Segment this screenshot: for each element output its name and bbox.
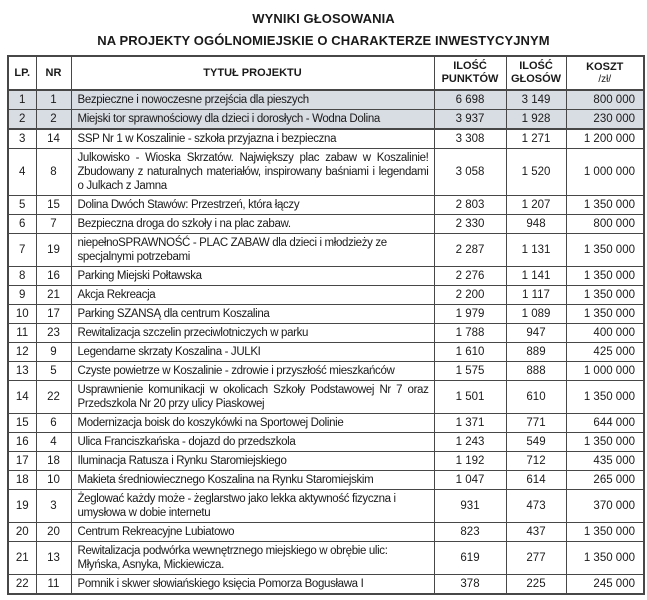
- cell-points: 2 276: [434, 267, 506, 286]
- cell-points: 1 192: [434, 452, 506, 471]
- cell-title: Ulica Franciszkańska - dojazd do przedszkola: [71, 433, 434, 452]
- cell-title: Dolina Dwóch Stawów: Przestrzeń, która łączy: [71, 196, 434, 215]
- results-rows: [8, 90, 644, 594]
- cell-lp: 20: [8, 523, 36, 542]
- cell-points: 1 788: [434, 324, 506, 343]
- cell-nr: 9: [36, 343, 71, 362]
- cell-points: 3 937: [434, 110, 506, 130]
- cell-title: SSP Nr 1 w Koszalinie - szkoła przyjazna i bezpieczna: [71, 129, 434, 149]
- cell-cost: 1 350 000: [566, 196, 644, 215]
- cell-points: 2 287: [434, 234, 506, 267]
- cell-title: Rewitalizacja podwórka wewnętrznego miejskiego w obrębie ulic: Młyńska, Asnyka, Mickiewicza.: [71, 542, 434, 575]
- cell-votes: 888: [506, 362, 566, 381]
- table-row: [8, 343, 644, 362]
- cell-cost: 1 200 000: [566, 129, 644, 149]
- table-row: [8, 433, 644, 452]
- cell-nr: 5: [36, 362, 71, 381]
- cell-votes: 473: [506, 490, 566, 523]
- cell-points: 823: [434, 523, 506, 542]
- cell-cost: 1 350 000: [566, 234, 644, 267]
- cell-title: Usprawnienie komunikacji w okolicach Szkoły Podstawowej Nr 7 oraz Przedszkola Nr 20 przy ulicy Piaskowej: [71, 381, 434, 414]
- cell-nr: 6: [36, 414, 71, 433]
- cell-title: Czyste powietrze w Koszalinie - zdrowie i przyszłość mieszkańców: [71, 362, 434, 381]
- cell-points: 1 610: [434, 343, 506, 362]
- table-row: [8, 305, 644, 324]
- cell-lp: 11: [8, 324, 36, 343]
- cell-points: 6 698: [434, 90, 506, 110]
- cell-lp: 8: [8, 267, 36, 286]
- cell-lp: 1: [8, 90, 36, 110]
- table-row: [8, 471, 644, 490]
- table-row: [8, 362, 644, 381]
- cell-cost: 644 000: [566, 414, 644, 433]
- cell-nr: 19: [36, 234, 71, 267]
- cell-title: Akcja Rekreacja: [71, 286, 434, 305]
- cell-nr: 15: [36, 196, 71, 215]
- cell-cost: 1 350 000: [566, 381, 644, 414]
- table-row: [8, 542, 644, 575]
- cell-title: Bezpieczne i nowoczesne przejścia dla pieszych: [71, 90, 434, 110]
- cell-lp: 3: [8, 129, 36, 149]
- table-row: [8, 414, 644, 433]
- header-lp-label: LP.: [14, 66, 31, 79]
- table-row: [8, 234, 644, 267]
- cell-votes: 1 117: [506, 286, 566, 305]
- cell-cost: 265 000: [566, 471, 644, 490]
- table-row: [8, 149, 644, 196]
- cell-cost: 1 350 000: [566, 523, 644, 542]
- cell-cost: 800 000: [566, 90, 644, 110]
- cell-lp: 13: [8, 362, 36, 381]
- cell-lp: 18: [8, 471, 36, 490]
- cell-title: Modernizacja boisk do koszykówki na Sportowej Dolinie: [71, 414, 434, 433]
- header-cost-unit: /zł/: [598, 73, 612, 85]
- table-row: [8, 267, 644, 286]
- cell-cost: 1 350 000: [566, 286, 644, 305]
- cell-lp: 5: [8, 196, 36, 215]
- cell-lp: 12: [8, 343, 36, 362]
- cell-nr: 22: [36, 381, 71, 414]
- cell-cost: 1 350 000: [566, 542, 644, 575]
- cell-votes: 437: [506, 523, 566, 542]
- cell-votes: 277: [506, 542, 566, 575]
- results-table: [7, 55, 645, 595]
- cell-title: Pomnik i skwer słowiańskiego księcia Pomorza Bogusława I: [71, 575, 434, 595]
- cell-nr: 21: [36, 286, 71, 305]
- table-row: [8, 286, 644, 305]
- cell-lp: 21: [8, 542, 36, 575]
- table-header: [8, 56, 644, 90]
- cell-nr: 4: [36, 433, 71, 452]
- cell-lp: 6: [8, 215, 36, 234]
- cell-title: Centrum Rekreacyjne Lubiatowo: [71, 523, 434, 542]
- cell-points: 1 243: [434, 433, 506, 452]
- header-nr: [36, 56, 71, 90]
- cell-lp: 22: [8, 575, 36, 595]
- cell-lp: 16: [8, 433, 36, 452]
- header-cost-line1: KOSZT: [586, 60, 624, 73]
- cell-votes: 549: [506, 433, 566, 452]
- document-title-line2: NA PROJEKTY OGÓLNOMIEJSKIE O CHARAKTERZE INWESTYCYJNYM: [97, 33, 550, 48]
- cell-nr: 2: [36, 110, 71, 130]
- header-votes: [506, 56, 566, 90]
- table-row: [8, 110, 644, 130]
- table-row: [8, 196, 644, 215]
- cell-nr: 10: [36, 471, 71, 490]
- table-row: [8, 452, 644, 471]
- header-project-title-label: TYTUŁ PROJEKTU: [203, 66, 302, 79]
- cell-lp: 14: [8, 381, 36, 414]
- cell-votes: 1 207: [506, 196, 566, 215]
- cell-nr: 8: [36, 149, 71, 196]
- cell-votes: 225: [506, 575, 566, 595]
- cell-votes: 889: [506, 343, 566, 362]
- cell-nr: 23: [36, 324, 71, 343]
- cell-lp: 4: [8, 149, 36, 196]
- cell-points: 931: [434, 490, 506, 523]
- cell-cost: 245 000: [566, 575, 644, 595]
- cell-votes: 3 149: [506, 90, 566, 110]
- cell-votes: 610: [506, 381, 566, 414]
- cell-nr: 11: [36, 575, 71, 595]
- cell-nr: 17: [36, 305, 71, 324]
- cell-points: 1 371: [434, 414, 506, 433]
- cell-nr: 13: [36, 542, 71, 575]
- table-row: [8, 381, 644, 414]
- cell-votes: 1 928: [506, 110, 566, 130]
- cell-votes: 948: [506, 215, 566, 234]
- cell-votes: 1 089: [506, 305, 566, 324]
- cell-cost: 230 000: [566, 110, 644, 130]
- cell-title: Rewitalizacja szczelin przeciwlotniczych w parku: [71, 324, 434, 343]
- header-lp: [8, 56, 36, 90]
- cell-cost: 1 000 000: [566, 362, 644, 381]
- table-row: [8, 90, 644, 110]
- cell-lp: 19: [8, 490, 36, 523]
- cell-votes: 1 141: [506, 267, 566, 286]
- header-cost: [566, 56, 644, 90]
- cell-lp: 15: [8, 414, 36, 433]
- cell-points: 619: [434, 542, 506, 575]
- cell-cost: 1 000 000: [566, 149, 644, 196]
- cell-points: 1 979: [434, 305, 506, 324]
- header-points-line1: ILOŚĆ: [453, 60, 487, 72]
- header-nr-label: NR: [45, 66, 62, 79]
- table-row: [8, 523, 644, 542]
- table-row: [8, 324, 644, 343]
- cell-cost: 370 000: [566, 490, 644, 523]
- cell-title: Legendarne skrzaty Koszalina - JULKI: [71, 343, 434, 362]
- cell-points: 2 803: [434, 196, 506, 215]
- cell-nr: 16: [36, 267, 71, 286]
- header-project-title: [71, 56, 434, 90]
- cell-points: 3 058: [434, 149, 506, 196]
- cell-title: Parking Miejski Połtawska: [71, 267, 434, 286]
- cell-title: Miejski tor sprawnościowy dla dzieci i dorosłych - Wodna Dolina: [71, 110, 434, 130]
- cell-cost: 800 000: [566, 215, 644, 234]
- cell-title: Julkowisko - Wioska Skrzatów. Największy plac zabaw w Koszalinie! Zbudowany z naturalnych materiałów, inspirowany baśniami i legendami o Julkach z Jamna: [71, 149, 434, 196]
- cell-cost: 1 350 000: [566, 267, 644, 286]
- cell-nr: 18: [36, 452, 71, 471]
- cell-title: Iluminacja Ratusza i Rynku Staromiejskiego: [71, 452, 434, 471]
- cell-cost: 1 350 000: [566, 305, 644, 324]
- cell-title: Bezpieczna droga do szkoły i na plac zabaw.: [71, 215, 434, 234]
- header-points: [434, 56, 506, 90]
- cell-votes: 947: [506, 324, 566, 343]
- cell-cost: 400 000: [566, 324, 644, 343]
- cell-votes: 1 131: [506, 234, 566, 267]
- cell-nr: 1: [36, 90, 71, 110]
- cell-points: 2 200: [434, 286, 506, 305]
- header-points-line2: PUNKTÓW: [441, 73, 499, 85]
- cell-votes: 614: [506, 471, 566, 490]
- table-row: [8, 490, 644, 523]
- cell-lp: 10: [8, 305, 36, 324]
- cell-lp: 2: [8, 110, 36, 130]
- cell-points: 1 575: [434, 362, 506, 381]
- cell-title: Makieta średniowiecznego Koszalina na Rynku Staromiejskim: [71, 471, 434, 490]
- table-row: [8, 215, 644, 234]
- cell-votes: 712: [506, 452, 566, 471]
- cell-title: Żeglować każdy może - żeglarstwo jako lekka aktywność fizyczna i umysłowa w dobie internetu: [71, 490, 434, 523]
- cell-points: 1 501: [434, 381, 506, 414]
- cell-votes: 1 520: [506, 149, 566, 196]
- cell-votes: 771: [506, 414, 566, 433]
- cell-points: 1 047: [434, 471, 506, 490]
- cell-points: 378: [434, 575, 506, 595]
- table-row: [8, 575, 644, 595]
- cell-votes: 1 271: [506, 129, 566, 149]
- cell-cost: 435 000: [566, 452, 644, 471]
- cell-nr: 3: [36, 490, 71, 523]
- cell-lp: 7: [8, 234, 36, 267]
- header-row: [8, 56, 644, 90]
- cell-title: Parking SZANSĄ dla centrum Koszalina: [71, 305, 434, 324]
- cell-points: 2 330: [434, 215, 506, 234]
- cell-nr: 7: [36, 215, 71, 234]
- cell-points: 3 308: [434, 129, 506, 149]
- document-title-line1: WYNIKI GŁOSOWANIA: [252, 11, 395, 26]
- header-votes-line2: GŁOSÓW: [510, 73, 562, 85]
- cell-lp: 17: [8, 452, 36, 471]
- cell-title: niepełnoSPRAWNOŚĆ - PLAC ZABAW dla dzieci i młodzieży ze specjalnymi potrzebami: [71, 234, 434, 267]
- header-votes-line1: ILOŚĆ: [519, 60, 553, 72]
- cell-nr: 20: [36, 523, 71, 542]
- table-row: [8, 129, 644, 149]
- cell-cost: 1 350 000: [566, 433, 644, 452]
- cell-cost: 425 000: [566, 343, 644, 362]
- cell-nr: 14: [36, 129, 71, 149]
- cell-lp: 9: [8, 286, 36, 305]
